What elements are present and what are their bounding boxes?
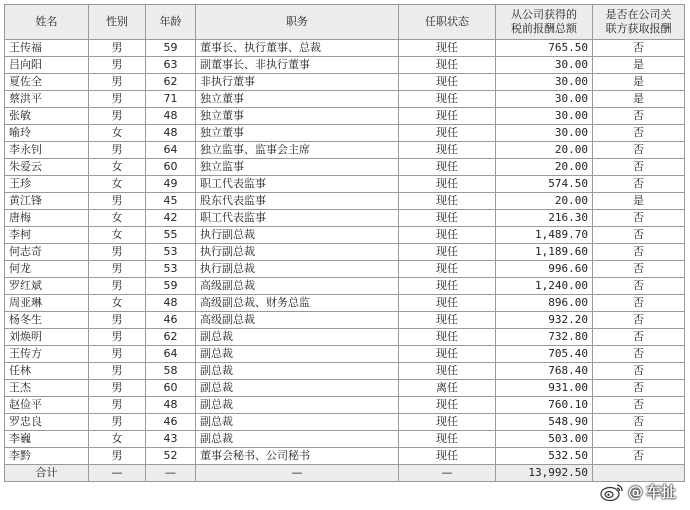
watermark-text: 车扯 <box>645 483 676 501</box>
cell-gender: 男 <box>89 91 146 108</box>
cell-position: 副总裁 <box>196 380 399 397</box>
total-pay: 13,992.50 <box>496 465 593 482</box>
cell-position: 独立监事、监事会主席 <box>196 142 399 159</box>
cell-age: 48 <box>146 108 196 125</box>
cell-status: 现任 <box>399 176 496 193</box>
cell-status: 现任 <box>399 329 496 346</box>
cell-pay: 30.00 <box>496 125 593 142</box>
cell-pay: 30.00 <box>496 108 593 125</box>
cell-age: 60 <box>146 159 196 176</box>
cell-name: 唐梅 <box>5 210 89 227</box>
cell-gender: 男 <box>89 74 146 91</box>
table-row <box>5 227 685 244</box>
table-row <box>5 295 685 312</box>
cell-gender: 男 <box>89 193 146 210</box>
cell-status: 现任 <box>399 108 496 125</box>
cell-position: 副总裁 <box>196 363 399 380</box>
cell-position: 高级副总裁、财务总监 <box>196 295 399 312</box>
cell-name: 杨冬生 <box>5 312 89 329</box>
total-label: 合计 <box>5 465 89 482</box>
cell-pay: 20.00 <box>496 193 593 210</box>
cell-name: 罗红斌 <box>5 278 89 295</box>
cell-pay: 30.00 <box>496 91 593 108</box>
cell-name: 赵俭平 <box>5 397 89 414</box>
cell-age: 42 <box>146 210 196 227</box>
table-row <box>5 74 685 91</box>
cell-position: 副董事长、非执行董事 <box>196 57 399 74</box>
table-row <box>5 414 685 431</box>
cell-status: 现任 <box>399 91 496 108</box>
cell-pay: 574.50 <box>496 176 593 193</box>
total-age: — <box>146 465 196 482</box>
cell-related: 否 <box>593 125 685 142</box>
cell-name: 李永钊 <box>5 142 89 159</box>
cell-gender: 男 <box>89 363 146 380</box>
cell-pay: 1,489.70 <box>496 227 593 244</box>
cell-position: 高级副总裁 <box>196 278 399 295</box>
cell-status: 现任 <box>399 210 496 227</box>
cell-position: 副总裁 <box>196 397 399 414</box>
cell-age: 46 <box>146 414 196 431</box>
table-row <box>5 176 685 193</box>
cell-age: 64 <box>146 142 196 159</box>
total-related <box>593 465 685 482</box>
table-row <box>5 244 685 261</box>
cell-related: 否 <box>593 142 685 159</box>
cell-age: 62 <box>146 329 196 346</box>
cell-age: 59 <box>146 40 196 57</box>
cell-name: 李巍 <box>5 431 89 448</box>
table-row <box>5 159 685 176</box>
cell-pay: 732.80 <box>496 329 593 346</box>
cell-status: 现任 <box>399 397 496 414</box>
cell-gender: 男 <box>89 346 146 363</box>
cell-position: 股东代表监事 <box>196 193 399 210</box>
cell-gender: 女 <box>89 176 146 193</box>
table-row <box>5 380 685 397</box>
cell-status: 现任 <box>399 278 496 295</box>
cell-gender: 男 <box>89 40 146 57</box>
cell-gender: 男 <box>89 142 146 159</box>
watermark <box>599 481 676 502</box>
cell-status: 现任 <box>399 57 496 74</box>
cell-pay: 768.40 <box>496 363 593 380</box>
cell-status: 现任 <box>399 295 496 312</box>
cell-position: 董事长、执行董事、总裁 <box>196 40 399 57</box>
cell-name: 李黔 <box>5 448 89 465</box>
cell-gender: 女 <box>89 227 146 244</box>
header-name: 姓名 <box>5 5 89 40</box>
cell-status: 现任 <box>399 244 496 261</box>
cell-related: 否 <box>593 278 685 295</box>
cell-status: 现任 <box>399 193 496 210</box>
cell-age: 58 <box>146 363 196 380</box>
table-footer <box>5 465 685 482</box>
cell-position: 副总裁 <box>196 346 399 363</box>
cell-position: 独立董事 <box>196 125 399 142</box>
cell-status: 现任 <box>399 261 496 278</box>
cell-position: 职工代表监事 <box>196 210 399 227</box>
total-position: — <box>196 465 399 482</box>
cell-age: 45 <box>146 193 196 210</box>
cell-related: 否 <box>593 159 685 176</box>
cell-status: 现任 <box>399 227 496 244</box>
cell-gender: 男 <box>89 397 146 414</box>
cell-status: 现任 <box>399 312 496 329</box>
cell-gender: 女 <box>89 125 146 142</box>
cell-pay: 20.00 <box>496 159 593 176</box>
cell-gender: 男 <box>89 57 146 74</box>
cell-name: 张敏 <box>5 108 89 125</box>
cell-status: 现任 <box>399 142 496 159</box>
cell-related: 否 <box>593 210 685 227</box>
cell-gender: 男 <box>89 329 146 346</box>
cell-related: 否 <box>593 40 685 57</box>
cell-position: 高级副总裁 <box>196 312 399 329</box>
cell-position: 副总裁 <box>196 414 399 431</box>
cell-age: 52 <box>146 448 196 465</box>
compensation-table <box>4 4 685 482</box>
cell-status: 现任 <box>399 125 496 142</box>
table-row <box>5 312 685 329</box>
cell-gender: 女 <box>89 210 146 227</box>
table-row <box>5 448 685 465</box>
cell-gender: 男 <box>89 414 146 431</box>
table-row <box>5 431 685 448</box>
cell-position: 职工代表监事 <box>196 176 399 193</box>
cell-name: 任林 <box>5 363 89 380</box>
cell-pay: 20.00 <box>496 142 593 159</box>
table-row <box>5 91 685 108</box>
header-pay <box>496 5 593 40</box>
cell-status: 离任 <box>399 380 496 397</box>
cell-name: 何志奇 <box>5 244 89 261</box>
header-related <box>593 5 685 40</box>
cell-position: 执行副总裁 <box>196 261 399 278</box>
table-row <box>5 193 685 210</box>
cell-age: 55 <box>146 227 196 244</box>
table-row <box>5 40 685 57</box>
cell-age: 46 <box>146 312 196 329</box>
cell-gender: 男 <box>89 261 146 278</box>
cell-gender: 女 <box>89 295 146 312</box>
cell-related: 否 <box>593 108 685 125</box>
cell-name: 夏佐全 <box>5 74 89 91</box>
header-pay-line2: 税前报酬总额 <box>511 22 577 35</box>
cell-position: 董事会秘书、公司秘书 <box>196 448 399 465</box>
cell-name: 王传方 <box>5 346 89 363</box>
cell-name: 何龙 <box>5 261 89 278</box>
cell-age: 48 <box>146 125 196 142</box>
cell-gender: 女 <box>89 431 146 448</box>
cell-age: 43 <box>146 431 196 448</box>
cell-name: 蔡洪平 <box>5 91 89 108</box>
table-row <box>5 363 685 380</box>
cell-position: 执行副总裁 <box>196 244 399 261</box>
cell-gender: 男 <box>89 244 146 261</box>
cell-related: 否 <box>593 431 685 448</box>
total-gender: — <box>89 465 146 482</box>
cell-name: 王传福 <box>5 40 89 57</box>
cell-position: 执行副总裁 <box>196 227 399 244</box>
cell-pay: 996.60 <box>496 261 593 278</box>
cell-related: 否 <box>593 244 685 261</box>
cell-position: 副总裁 <box>196 329 399 346</box>
cell-pay: 216.30 <box>496 210 593 227</box>
cell-position: 独立董事 <box>196 108 399 125</box>
cell-related: 否 <box>593 312 685 329</box>
cell-related: 否 <box>593 295 685 312</box>
cell-position: 非执行董事 <box>196 74 399 91</box>
cell-name: 周亚琳 <box>5 295 89 312</box>
cell-name: 王杰 <box>5 380 89 397</box>
cell-age: 62 <box>146 74 196 91</box>
weibo-icon <box>599 482 625 502</box>
cell-name: 喻玲 <box>5 125 89 142</box>
cell-related: 是 <box>593 74 685 91</box>
total-status: — <box>399 465 496 482</box>
cell-status: 现任 <box>399 363 496 380</box>
table-row <box>5 329 685 346</box>
cell-gender: 男 <box>89 448 146 465</box>
header-status: 任职状态 <box>399 5 496 40</box>
cell-pay: 1,189.60 <box>496 244 593 261</box>
cell-related: 否 <box>593 414 685 431</box>
cell-age: 48 <box>146 295 196 312</box>
cell-pay: 30.00 <box>496 74 593 91</box>
cell-pay: 30.00 <box>496 57 593 74</box>
cell-pay: 503.00 <box>496 431 593 448</box>
cell-status: 现任 <box>399 414 496 431</box>
cell-related: 是 <box>593 91 685 108</box>
cell-gender: 女 <box>89 159 146 176</box>
cell-related: 否 <box>593 329 685 346</box>
cell-pay: 532.50 <box>496 448 593 465</box>
header-related-line1: 是否在公司关 <box>605 8 672 21</box>
table-row <box>5 278 685 295</box>
table-row <box>5 125 685 142</box>
cell-status: 现任 <box>399 159 496 176</box>
cell-related: 否 <box>593 363 685 380</box>
header-gender: 性别 <box>89 5 146 40</box>
cell-related: 否 <box>593 346 685 363</box>
cell-name: 吕向阳 <box>5 57 89 74</box>
cell-pay: 1,240.00 <box>496 278 593 295</box>
cell-name: 李柯 <box>5 227 89 244</box>
cell-age: 60 <box>146 380 196 397</box>
cell-status: 现任 <box>399 431 496 448</box>
cell-name: 罗忠良 <box>5 414 89 431</box>
header-pay-line1: 从公司获得的 <box>511 8 577 21</box>
table-row <box>5 346 685 363</box>
table-row <box>5 142 685 159</box>
cell-age: 71 <box>146 91 196 108</box>
cell-status: 现任 <box>399 40 496 57</box>
cell-age: 49 <box>146 176 196 193</box>
total-row <box>5 465 685 482</box>
cell-related: 否 <box>593 397 685 414</box>
cell-gender: 男 <box>89 312 146 329</box>
cell-gender: 男 <box>89 108 146 125</box>
cell-pay: 896.00 <box>496 295 593 312</box>
cell-pay: 932.20 <box>496 312 593 329</box>
cell-status: 现任 <box>399 448 496 465</box>
cell-name: 王珍 <box>5 176 89 193</box>
table-row <box>5 210 685 227</box>
cell-pay: 760.10 <box>496 397 593 414</box>
table-row <box>5 397 685 414</box>
cell-pay: 705.40 <box>496 346 593 363</box>
table-header <box>5 5 685 40</box>
cell-name: 黄江锋 <box>5 193 89 210</box>
table-row <box>5 108 685 125</box>
header-row <box>5 5 685 40</box>
cell-age: 48 <box>146 397 196 414</box>
cell-status: 现任 <box>399 346 496 363</box>
cell-position: 副总裁 <box>196 431 399 448</box>
table-body <box>5 40 685 465</box>
header-age: 年龄 <box>146 5 196 40</box>
cell-gender: 男 <box>89 278 146 295</box>
cell-name: 刘焕明 <box>5 329 89 346</box>
cell-age: 53 <box>146 244 196 261</box>
header-related-line2: 联方获取报酬 <box>605 22 672 35</box>
cell-age: 53 <box>146 261 196 278</box>
table-row <box>5 261 685 278</box>
cell-related: 是 <box>593 193 685 210</box>
cell-pay: 548.90 <box>496 414 593 431</box>
header-position: 职务 <box>196 5 399 40</box>
cell-age: 63 <box>146 57 196 74</box>
cell-related: 否 <box>593 261 685 278</box>
cell-pay: 765.50 <box>496 40 593 57</box>
watermark-at: @ <box>627 482 643 501</box>
cell-related: 否 <box>593 448 685 465</box>
cell-related: 是 <box>593 57 685 74</box>
cell-age: 64 <box>146 346 196 363</box>
cell-position: 独立董事 <box>196 91 399 108</box>
cell-related: 否 <box>593 176 685 193</box>
cell-age: 59 <box>146 278 196 295</box>
cell-status: 现任 <box>399 74 496 91</box>
cell-position: 独立监事 <box>196 159 399 176</box>
cell-name: 朱爱云 <box>5 159 89 176</box>
table-row <box>5 57 685 74</box>
cell-related: 否 <box>593 380 685 397</box>
cell-related: 否 <box>593 227 685 244</box>
cell-gender: 男 <box>89 380 146 397</box>
cell-pay: 931.00 <box>496 380 593 397</box>
